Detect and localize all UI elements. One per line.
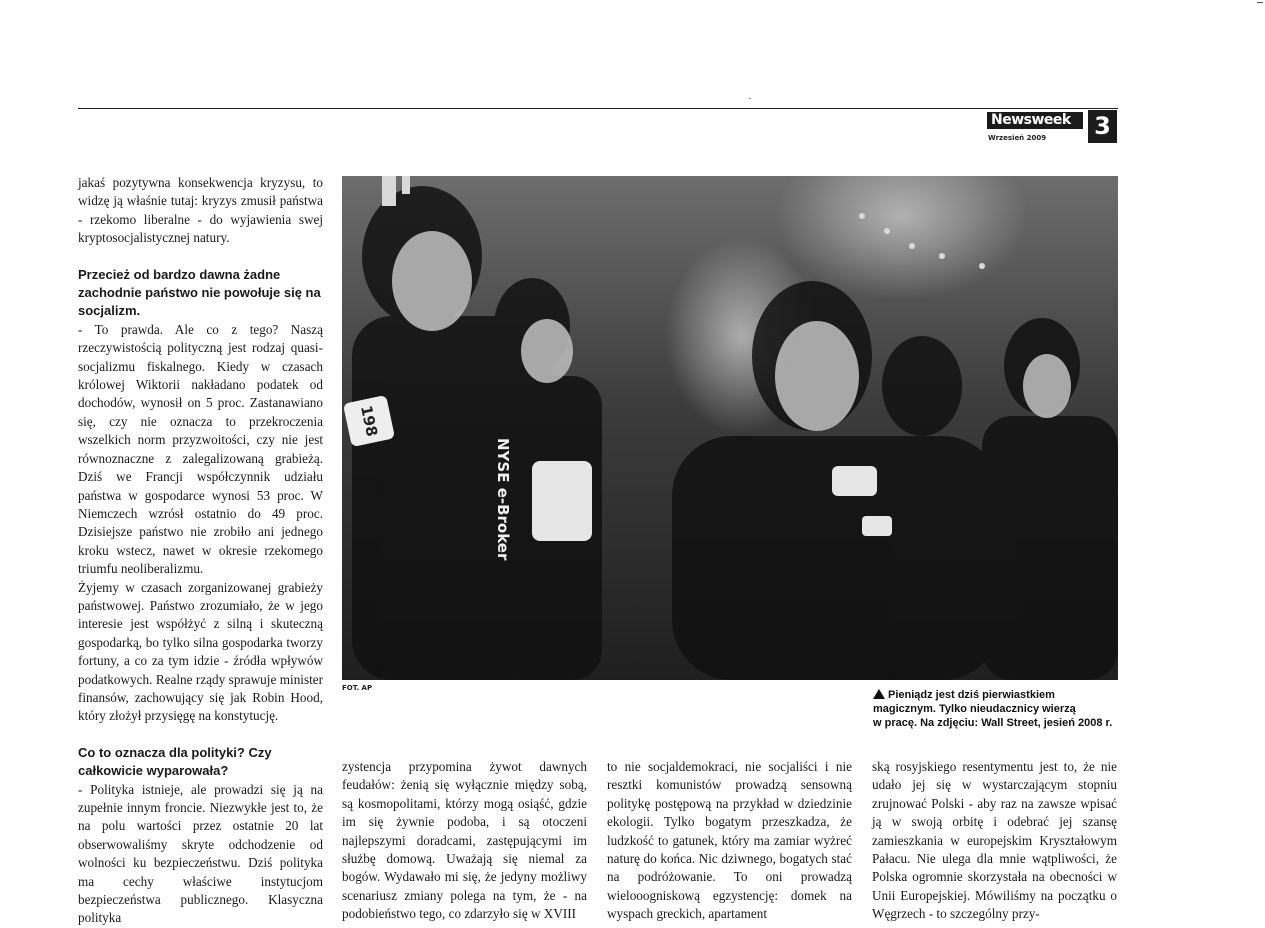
article-column-2 [342,758,587,924]
article-column-3 [607,758,852,924]
triangle-up-icon [873,689,885,699]
column-3-text: to nie socjaldemokraci, nie socjaliści i nie resztki komunistów prowadzą sensowną politykę postępową na przykład w dziedzinie ekologii. Tylko bogatym przeszkadza, że ludzkość to gatunek, który ma zamiar wyżreć naturę do końca. Nic dziwnego, bogatych stać na podróżowanie. To oni prowadzą wielooogniskową egzystencję: domek na wyspach greckich, apartament [607,759,852,922]
article-column-1 [78,174,323,928]
paragraph-intro: jakaś pozytywna konsekwencja kryzysu, to widzę ją właśnie tutaj: kryzys zmusił państwa - rzekomo liberalne - do wyjawienia swej kryptosocjalistycznej natury. [78,175,323,246]
page-number: 3 [1088,110,1117,143]
scan-speck [749,98,751,99]
header-rule [78,108,1118,109]
interview-question-2: Co to oznacza dla polityki? Czy całkowicie wyparowała? [78,744,272,779]
photo-caption [873,688,1123,730]
caption-line-3: w pracę. Na zdjęciu: Wall Street, jesień 2008 r. [873,717,1113,729]
masthead [985,110,1120,144]
scan-mark [1257,2,1263,3]
interview-answer-2: - Polityka istnieje, ale prowadzi się ją na zupełnie innym froncie. Niezwykłe jest to, że na polu wartości przez ostatnie 20 lat obserwowaliśmy skryte odchodzenie od wolności ku bezpieczeństwu. Dziś polityka ma cechy właściwe instytucjom bezpieczeństwa publicznego. Klasyczna polityka [78,781,323,926]
interview-answer-1-continued: Żyjemy w czasach zorganizowanej grabieży państwowej. Państwo zrozumiało, że w jego interesie jest współżyć z silną i skuteczną gospodarką, bo tylko silna gospodarka tworzy fortuny, a co za tym idzie - źródła wpływów podatkowych. Realne rządy sprawuje minister finansów, zachowujący się jak Robin Hood, który złożył przysięgę na konstytucję. [78,579,323,724]
trader-badge: 198 [343,395,395,447]
wall-street-photo [342,176,1118,680]
issue-date: Wrzesień 2009 [988,134,1047,142]
interview-answer-1: - To prawda. Ale co z tego? Naszą rzeczywistością polityczną jest rodzaj quasi-socjalizmu fiskalnego. Kiedy w czasach królowej Wiktorii nakładano podatek od dochodów, wynosił on 5 proc. Zastanawiano się, czy nie oznacza to przekroczenia wszelkich norm przyzwoitości, czy nie jest równoznaczne z zalegalizowaną grabieżą. Dziś we Francji współczynnik udziału państwa w gospodarce wynosi 53 proc. W Niemczech wzrósł ostatnio do 49 proc. Dzisiejsze państwo nie zrobiło ani jednego kroku wstecz, nawet w okresie rzekomego triumfu neoliberalizmu. [78,321,323,577]
column-4-text: ską rosyjskiego resentymentu jest to, że nie udało jej się w wystarczającym stopniu zrujnować Polski - aby raz na zawsze wpisać ją w swoją orbitę i odebrać jej szansę zamieszkania w europejskim Kryształowym Pałacu. Nie ulega dla mnie wątpliwości, że Polska ogromnie skorzystała na obecności w Unii Europejskiej. Mówiliśmy na początku o Węgrzech - to szczególny przy- [872,759,1117,922]
caption-line-1 [873,688,1123,702]
article-column-4 [872,758,1117,924]
photo-illustration [342,176,1118,680]
jacket-lettering: NYSE e-Broker [494,438,512,561]
interview-question-1: Przecież od bardzo dawna żadne zachodnie państwo nie powołuje się na socjalizm. [78,266,321,319]
caption-line-2: magicznym. Tylko nieudacznicy wierzą [873,703,1076,715]
newsweek-logo: Newsweek [987,112,1083,129]
caption-text-1: Pieniądz jest dziś pierwiastkiem [888,689,1055,701]
column-2-text: zystencja przypomina żywot dawnych feudałów: żenią się wyłącznie między sobą, są kosmopolitami, którzy mogą osiąść, gdzie im się żywnie podoba, i są otoczeni najlepszymi doradcami, zastępującymi im służbę domową. Uważają się niemal za bogów. Wydawało mi się, że jedyny możliwy scenariusz zmiany polega na tym, że - na podobieństwo tego, co zdarzyło się w XVIII [342,759,587,922]
photo-credit: FOT. AP [342,684,373,692]
